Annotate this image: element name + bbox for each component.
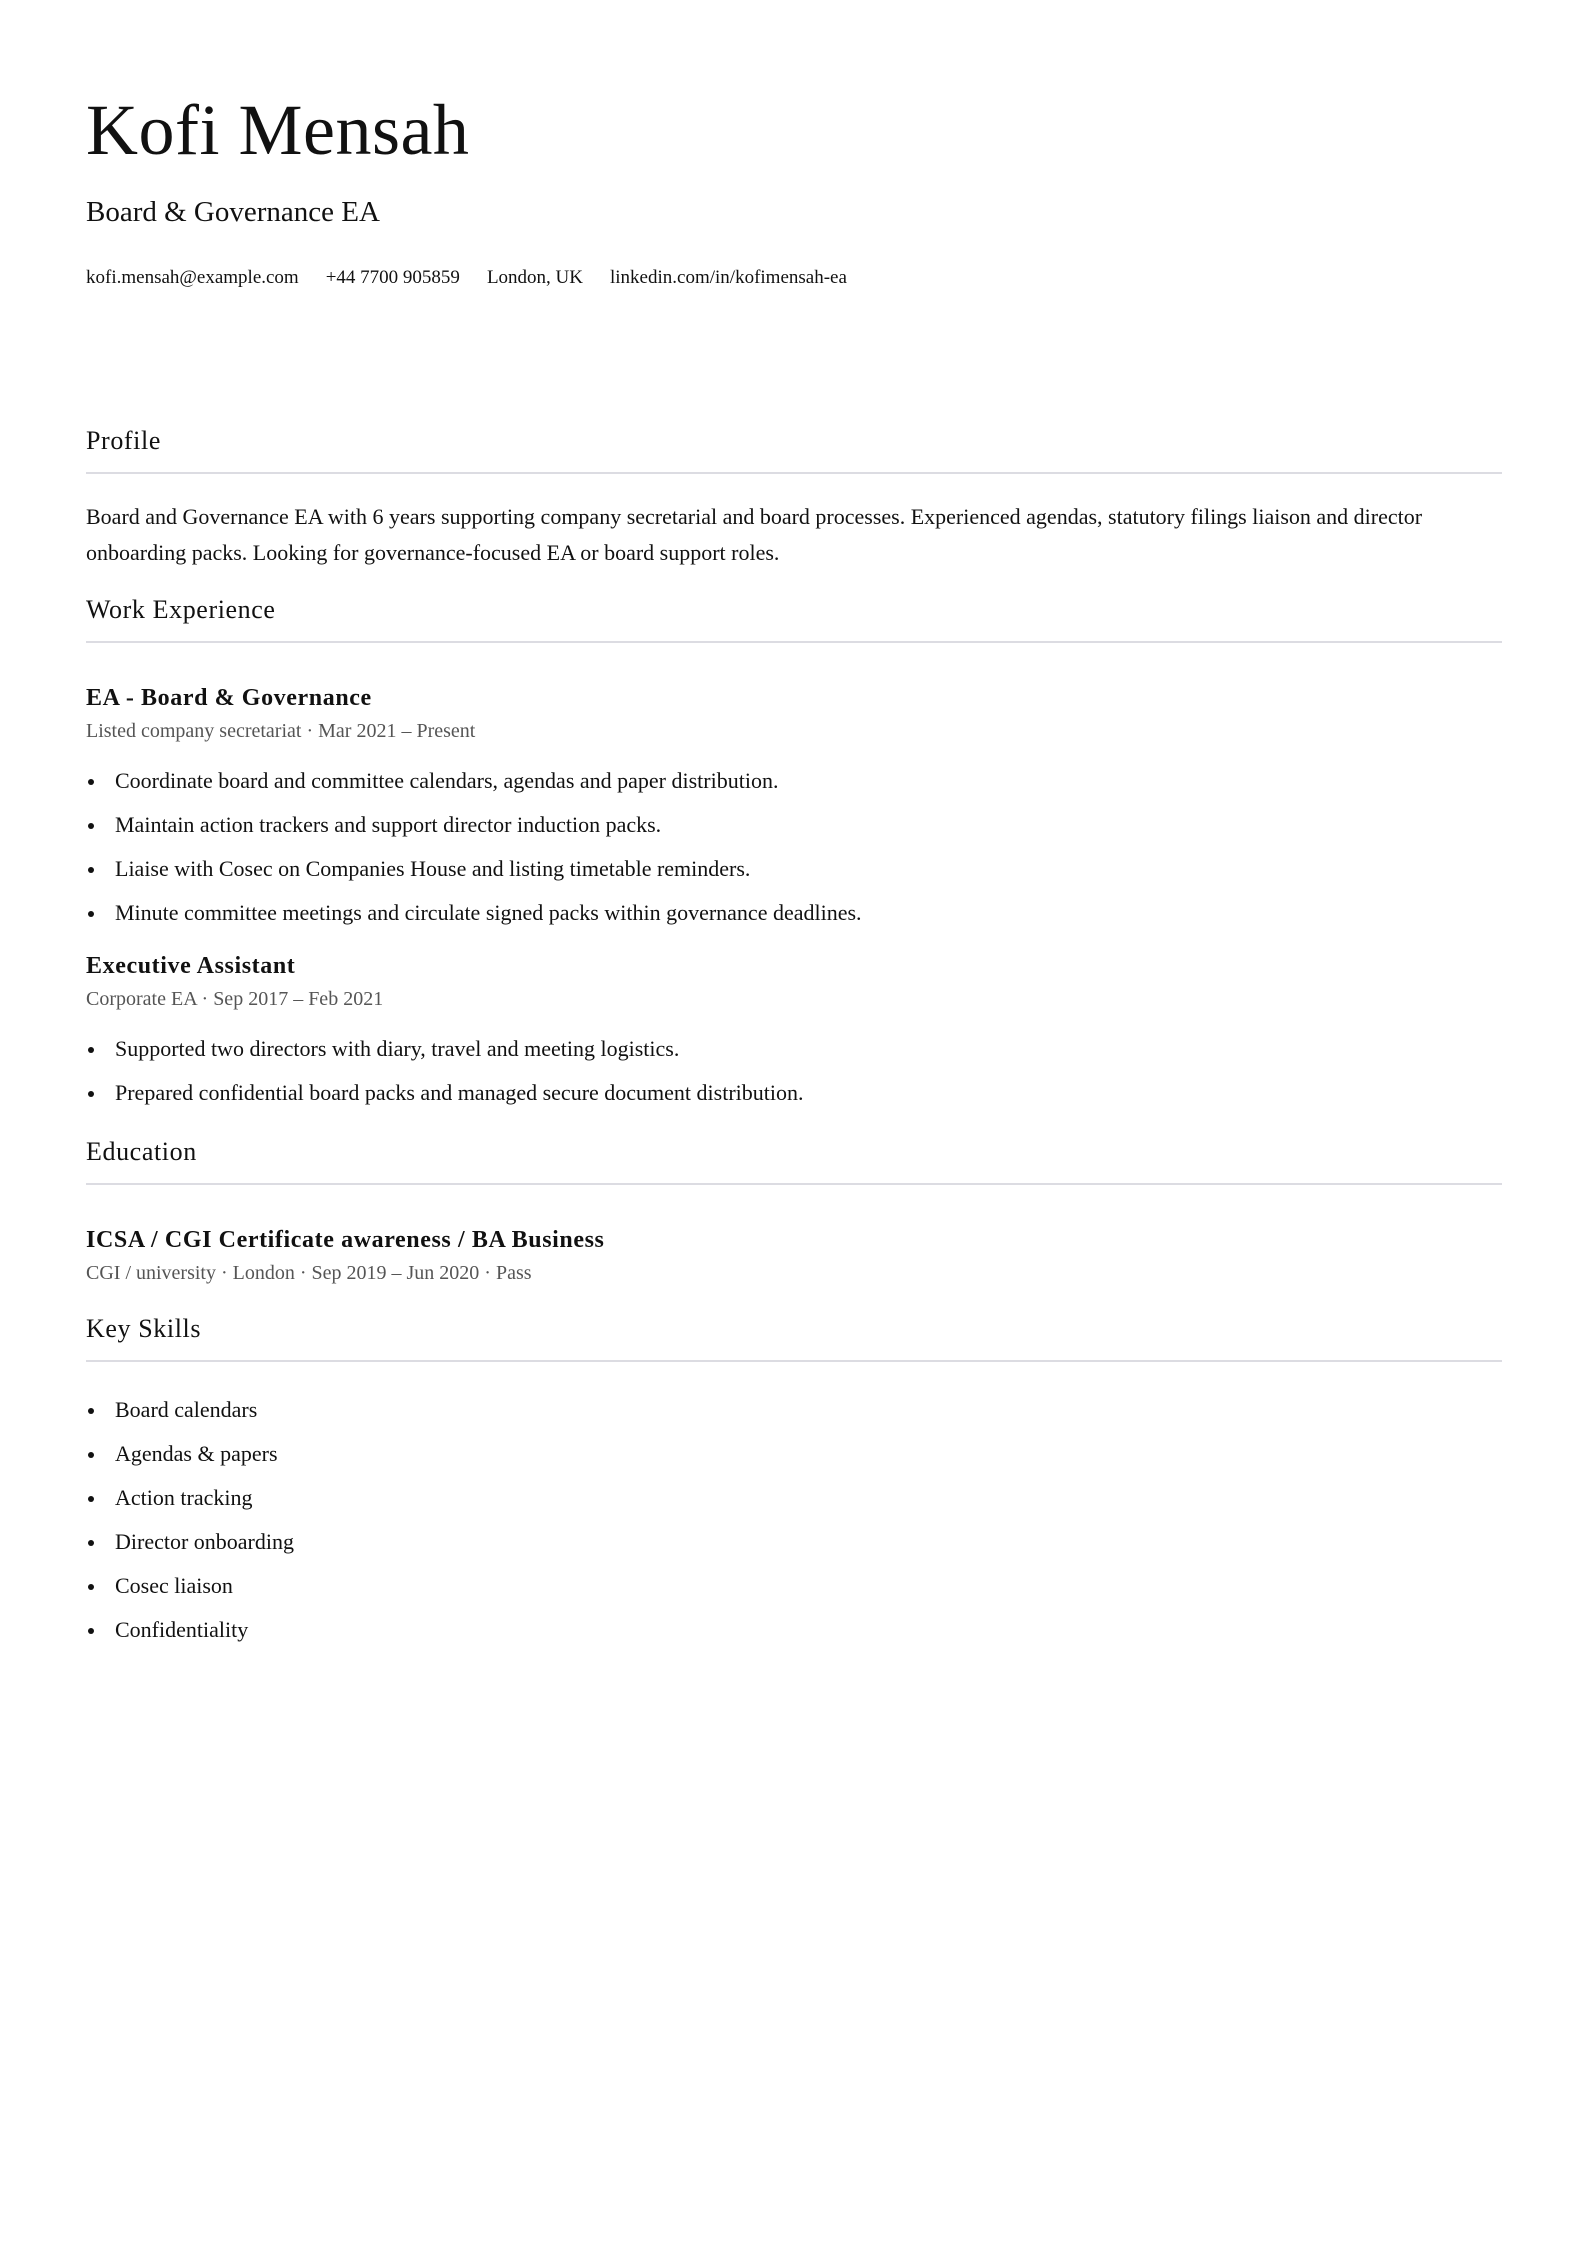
- job-entry: [86, 951, 1502, 1115]
- profile-summary: Board and Governance EA with 6 years supporting company secretarial and board processes. Experienced agendas, statutory filings liaison and director onboarding packs. Looking for governance-focused EA or board support roles.: [86, 504, 1423, 565]
- section-divider: [86, 641, 1502, 643]
- education-title: ICSA / CGI Certificate awareness / BA Business: [86, 1227, 605, 1253]
- resume-body: [86, 424, 1502, 1652]
- job-meta: Listed company secretariat · Mar 2021 – Present: [86, 720, 476, 742]
- skill-item: Board calendars: [86, 1388, 1502, 1432]
- experience-section: [86, 593, 1502, 1115]
- candidate-name: Kofi Mensah: [86, 90, 470, 170]
- skill-item: Action tracking: [86, 1476, 1502, 1520]
- skill-item: Cosec liaison: [86, 1564, 1502, 1608]
- contact-linkedin[interactable]: linkedin.com/in/kofimensah-ea: [610, 267, 847, 288]
- skills-heading: Key Skills: [86, 1314, 202, 1343]
- education-meta: CGI / university · London · Sep 2019 – Jun 2020 · Pass: [86, 1262, 532, 1284]
- skill-item: Director onboarding: [86, 1520, 1502, 1564]
- experience-heading: Work Experience: [86, 595, 276, 624]
- list-item: Minute committee meetings and circulate signed packs within governance deadlines.: [86, 891, 1502, 935]
- education-entry: [86, 1225, 1502, 1286]
- skills-list: [86, 1388, 1502, 1652]
- list-item: Maintain action trackers and support director induction packs.: [86, 803, 1502, 847]
- section-divider: [86, 1360, 1502, 1362]
- list-item: Prepared confidential board packs and managed secure document distribution.: [86, 1071, 1502, 1115]
- job-title: EA - Board & Governance: [86, 685, 372, 711]
- list-item: Liaise with Cosec on Companies House and listing timetable reminders.: [86, 847, 1502, 891]
- contact-location: London, UK: [486, 267, 583, 288]
- job-entry: [86, 683, 1502, 935]
- job-bullets: [86, 1027, 1502, 1115]
- education-heading: Education: [86, 1137, 197, 1166]
- list-item: Supported two directors with diary, travel and meeting logistics.: [86, 1027, 1502, 1071]
- contact-bar: [86, 268, 847, 287]
- contact-email[interactable]: kofi.mensah@example.com: [86, 267, 299, 288]
- list-item: Coordinate board and committee calendars, agendas and paper distribution.: [86, 759, 1502, 803]
- skill-item: Confidentiality: [86, 1608, 1502, 1652]
- profile-heading: Profile: [86, 426, 161, 455]
- job-bullets: [86, 759, 1502, 935]
- education-section: [86, 1135, 1502, 1286]
- skills-section: [86, 1312, 1502, 1652]
- job-meta: Corporate EA · Sep 2017 – Feb 2021: [86, 988, 384, 1010]
- section-divider: [86, 472, 1502, 474]
- candidate-title: Board & Governance EA: [86, 196, 380, 228]
- profile-section: [86, 424, 1502, 571]
- skill-item: Agendas & papers: [86, 1432, 1502, 1476]
- section-divider: [86, 1183, 1502, 1185]
- contact-phone[interactable]: +44 7700 905859: [325, 267, 460, 288]
- job-title: Executive Assistant: [86, 953, 296, 979]
